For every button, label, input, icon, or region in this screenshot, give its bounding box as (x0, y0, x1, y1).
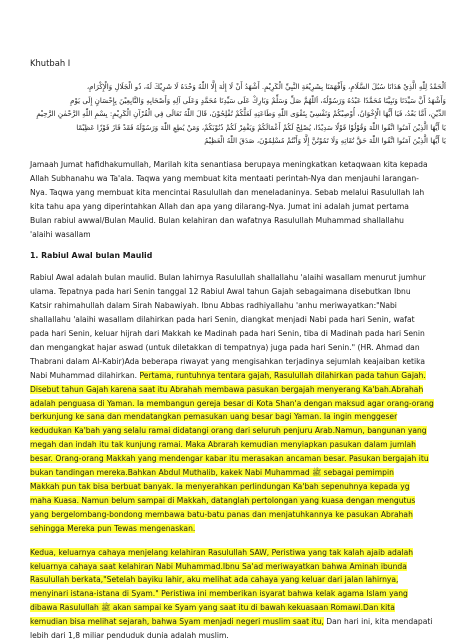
text-line (30, 522, 446, 536)
text-line (30, 341, 446, 355)
highlighted-text: adalah penguasa di Yaman. Ia membangun gereja besar di Kota Shan'a dengan maksud agar orang-orang (30, 398, 434, 408)
text-line (30, 573, 446, 587)
plain-text: dan mengangkat hajar aswad (untuk diletakkan di tempatnya) juga pada hari Senin." (HR. Ahmad dan (30, 342, 420, 352)
plain-text: Katsir rahimahullah dalam Sirah Nabawiyah. Ibnu Abbas radhiyallahu 'anhu meriwayatkan:"Nabi (30, 301, 397, 311)
highlighted-text: Disebut tahun Gajah karena saat itu Abrahah membawa pasukan bergajah menyerang Ka'bah.Abrahah (30, 384, 424, 394)
highlighted-text: besar. Orang-orang Makkah yang mendengar kabar itu merasakan ancaman besar. Pasukan bergajah itu (30, 454, 429, 464)
highlighted-text: Makkah pun tak bisa berbuat banyak. Ia menyerahkan perlindungan Ka'bah sepenuhnya kepada yg (30, 482, 410, 491)
text-line (30, 327, 446, 341)
highlighted-text: bukan tandingan mereka.Bahkan Abdul Muthalib, kakek Nabi Muhammad ﷺ sebagai pemimpin (30, 468, 394, 478)
highlighted-text: Rasulullah berkata,"Setelah bayiku lahir, aku melihat ada cahaya yang keluar dari jalan lahirnya, (30, 575, 399, 585)
text-line (30, 438, 446, 452)
text-line (30, 369, 446, 383)
text-line (30, 285, 446, 299)
rabiul-awal-paragraph (30, 271, 446, 535)
text-line (30, 466, 446, 480)
highlighted-text: maha Kuasa. Namun belum sampai di Makkah, datanglah pertolongan yang kuasa dengan mengutus (30, 495, 416, 505)
cahaya-paragraph (30, 546, 446, 643)
plain-text: Dan hari ini, kita mendapati (323, 617, 433, 627)
highlighted-text: berkunjung ke sana dan mendatangkan pemasukan uang besar bagi Yaman. Ia ingin menggeser (30, 412, 398, 422)
text-line (30, 313, 446, 327)
plain-text: ulama. Tepatnya pada hari Senin tanggal 12 Rabiul Awal tahun Gajah sebagaimana disebutkan Ibnu (30, 287, 411, 297)
highlighted-text: Kedua, keluarnya cahaya menjelang kelahiran Rasulullah SAW, Peristiwa yang tak kalah ajaib adalah (30, 547, 414, 557)
text-line (30, 560, 446, 574)
text-line (30, 299, 446, 313)
text-line (30, 494, 446, 508)
highlighted-text: sehingga Mereka pun Tewas mengenaskan. (30, 523, 196, 533)
text-line (30, 508, 446, 522)
arabic-line: اَلْحَمْدُ لِلّٰهِ الَّذِيْ هَدَانَا سُبُلَ السَّلَامِ، وَأَفْهَمَنَا بِشَرِيْعَةِ النَّبِيِّ الْكَرِيْمِ. أَشْهَدُ أَنْ لَا إِلٰهَ إِلَّا اللّٰهُ وَحْدَهُ لَا شَرِيْكَ لَهُ، ذُو الْجَلَالِ وَالْإِكْرَامِ، (86, 82, 446, 91)
text-line: kita tahu apa yang diperintahkan Allah dan apa yang dilarang-Nya. Jumat ini adalah jumat pertama (30, 201, 409, 211)
plain-text: pada hari Senin, keluar hijrah dari Makkah ke Madinah pada hari Senin, tiba di Madinah pada hari Senin (30, 329, 425, 339)
plain-text: shallallahu 'alaihi wasallam dilahirkan pada hari Senin, diangkat menjadi Nabi pada hari Senin, wafat (30, 315, 415, 325)
highlighted-text: keluarnya cahaya saat kelahiran Nabi Muhammad.Ibnu Sa'ad meriwayatkan bahwa Aminah ibunda (30, 561, 407, 571)
text-line (30, 480, 446, 494)
highlighted-text: yang bergelombang-bondong membawa batu-batu panas dan menjatuhkannya ke pasukan Abrahah (30, 509, 413, 519)
plain-text: Thabrani dalam Al-Kabir)Ada beberapa riwayat yang mengisahkan terjadinya sejumlah keajaiban ketika (30, 356, 426, 366)
arabic-opening (30, 80, 446, 148)
arabic-line: الدِّيْنِ، أَمَّا بَعْدُ، فَيَا أَيُّهَا الْإِخْوَانُ، أُوْصِيْكُمْ وَنَفْسِيْ بِتَقْوَى اللّٰهِ وَطَاعَتِهِ لَعَلَّكُمْ تُفْلِحُوْنَ، قَالَ اللّٰهُ تَعَالَى فِي الْقُرْآنِ الْكَرِيْمِ: بِسْمِ اللّٰهِ الرَّحْمٰنِ الرَّحِيْمِ (36, 109, 446, 119)
plain-text: lebih dari 1,8 miliar penduduk dunia adalah muslim. (30, 631, 229, 641)
section-title: 1. Rabiul Awal bulan Maulid (30, 251, 153, 261)
text-line (30, 601, 446, 615)
plain-text: Nabi Muhammad dilahirkan. (30, 370, 140, 380)
highlighted-text: dibawa Rasulullah ﷺ akan sampai ke Syam yang saat itu di bawah kekuasaan Romawi.Dan kita (30, 603, 395, 613)
text-line (30, 271, 446, 285)
highlighted-text: menyinari istana-istana di Syam." Peristiwa ini memberikan isyarat bahwa kelak agama Islam yang (30, 589, 408, 599)
text-line (30, 410, 446, 424)
text-line (30, 452, 446, 466)
text-line: Jamaah Jumat hafidhakumullah, Marilah kita senantiasa berupaya meningkatkan ketaqwaan kita kepada (30, 159, 428, 169)
text-line: Bulan rabiul awwal/Bulan Maulid. Bulan kelahiran dan wafatnya Rasulullah Muhammad shallallahu (30, 215, 404, 225)
arabic-line: يَا أَيُّهَا الَّذِيْنَ آمَنُوا اتَّقُوا اللّٰهَ حَقَّ تُقَاتِهِ وَلَا تَمُوْتُنَّ إِلَّا وَأَنْتُمْ مُسْلِمُوْنَ، صَدَقَ اللّٰهُ الْعَظِيْمُ (204, 136, 446, 146)
text-line: 'alaihi wasallam (30, 229, 91, 239)
text-line (30, 424, 446, 438)
text-line (30, 397, 446, 411)
plain-text: Rabiul Awal adalah bulan maulid. Bulan lahirnya Rasulullah shallallahu 'alaihi wasallam menurut jumhur (30, 273, 426, 283)
khutbah-heading: Khutbah I (30, 58, 71, 68)
arabic-line: وَأَشْهَدُ أَنَّ سَيِّدَنَا وَنَبِيَّنَا مُحَمَّدًا عَبْدُهُ وَرَسُوْلُهُ، اَللّٰهُمَّ صَلِّ وَسَلِّمْ وَبَارِكْ عَلَى سَيِّدِنَا مُحَمَّدٍ وَعَلَى آلِهِ وَأَصْحَابِهِ وَالتَّابِعِيْنَ بِإِحْسَانٍ إِلَى يَوْمِ (70, 95, 446, 105)
arabic-line: يَا أَيُّهَا الَّذِيْنَ آمَنُوا اتَّقُوا اللّٰهَ وَقُوْلُوْا قَوْلًا سَدِيْدًا، يُصْلِحْ لَكُمْ أَعْمَالَكُمْ وَيَغْفِرْ لَكُمْ ذُنُوْبَكُمْ، وَمَنْ يُطِعِ اللّٰهَ وَرَسُوْلَهُ فَقَدْ فَازَ فَوْزًا عَظِيْمًا (76, 122, 446, 132)
highlighted-text: kemudian bisa melihat sejarah, bahwa Syam menjadi negeri muslim saat itu, (30, 617, 324, 627)
highlighted-text: megah dan indah itu tak kunjung ramai. Maka Abrarah kemudian menyiapkan pasukan dalam jumlah (30, 440, 416, 450)
text-line (30, 383, 446, 397)
text-line (30, 615, 446, 629)
text-line (30, 587, 446, 601)
highlighted-text: kedudukan Ka'bah yang selalu ramai didatangi orang dari seluruh penjuru Arab.Namun, bangunan yang (30, 426, 427, 436)
text-line: Allah Subhanahu wa Ta'ala. Taqwa yang membuat kita mentaati perintah-Nya dan menjauhi larangan- (30, 173, 419, 183)
text-line (30, 355, 446, 369)
intro-paragraph (30, 158, 446, 241)
text-line (30, 546, 446, 560)
text-line (30, 629, 446, 643)
text-line: Nya. Taqwa yang membuat kita mencintai Rasulullah dan meneladaninya. Sebab melalui Rasulullah lah (30, 187, 425, 197)
highlighted-text: Pertama, runtuhnya tentara gajah, Rasulullah dilahirkan pada tahun Gajah. (139, 370, 426, 380)
